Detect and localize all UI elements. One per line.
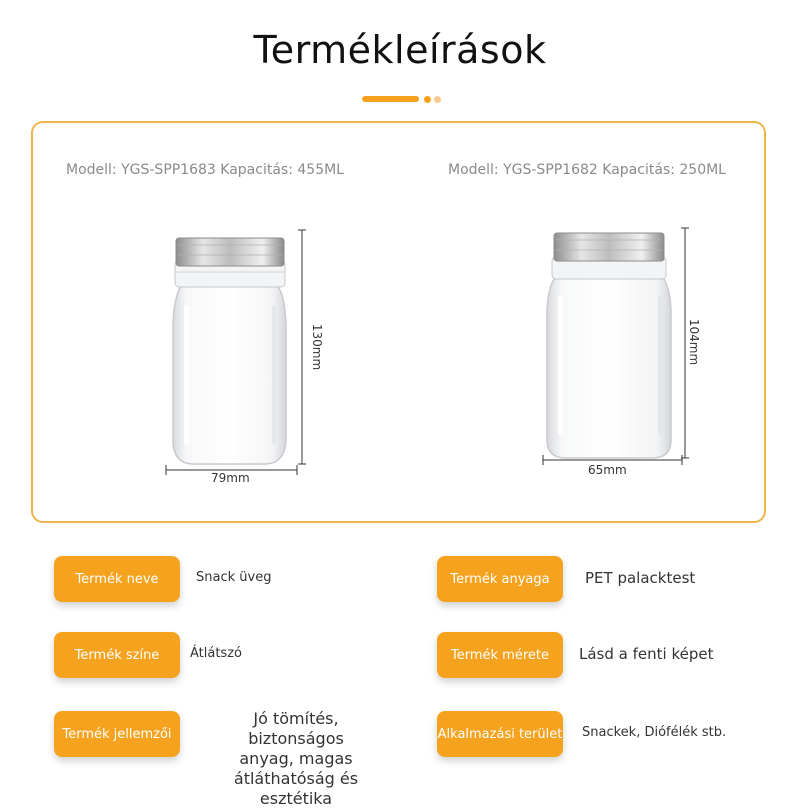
width-dimension-large: 79mm <box>211 471 250 485</box>
spec-value-size: Lásd a fenti képet <box>579 645 714 663</box>
spec-value-name: Snack üveg <box>196 570 272 585</box>
title-underline-bar <box>362 96 419 102</box>
spec-value-material: PET palacktest <box>585 569 696 587</box>
title-underline-dot-light <box>434 96 441 103</box>
spec-value-application: Snackek, Diófélék stb. <box>582 725 727 740</box>
height-dimension-large: 130mm <box>310 323 325 371</box>
model-capacity-left: Modell: YGS-SPP1683 Kapacitás: 455ML <box>66 162 344 178</box>
page-title: Termékleírások <box>253 28 547 72</box>
width-dimension-small: 65mm <box>588 463 627 477</box>
height-dimension-small: 104mm <box>687 318 702 366</box>
spec-label-features: Termék jellemzői <box>54 711 180 757</box>
model-capacity-right: Modell: YGS-SPP1682 Kapacitás: 250ML <box>448 162 726 178</box>
jar-image-large <box>160 225 330 495</box>
spec-label-color: Termék színe <box>54 632 180 678</box>
spec-label-size: Termék mérete <box>437 632 563 678</box>
spec-label-application: Alkalmazási terület <box>437 711 563 757</box>
title-underline-dot <box>424 96 431 103</box>
spec-label-material: Termék anyaga <box>437 556 563 602</box>
jar-image-small <box>540 225 700 475</box>
spec-value-color: Átlátszó <box>190 646 242 661</box>
spec-value-features: Jó tömítés, biztonságos anyag, magas átláthatóság és esztétika <box>233 709 359 808</box>
spec-label-name: Termék neve <box>54 556 180 602</box>
